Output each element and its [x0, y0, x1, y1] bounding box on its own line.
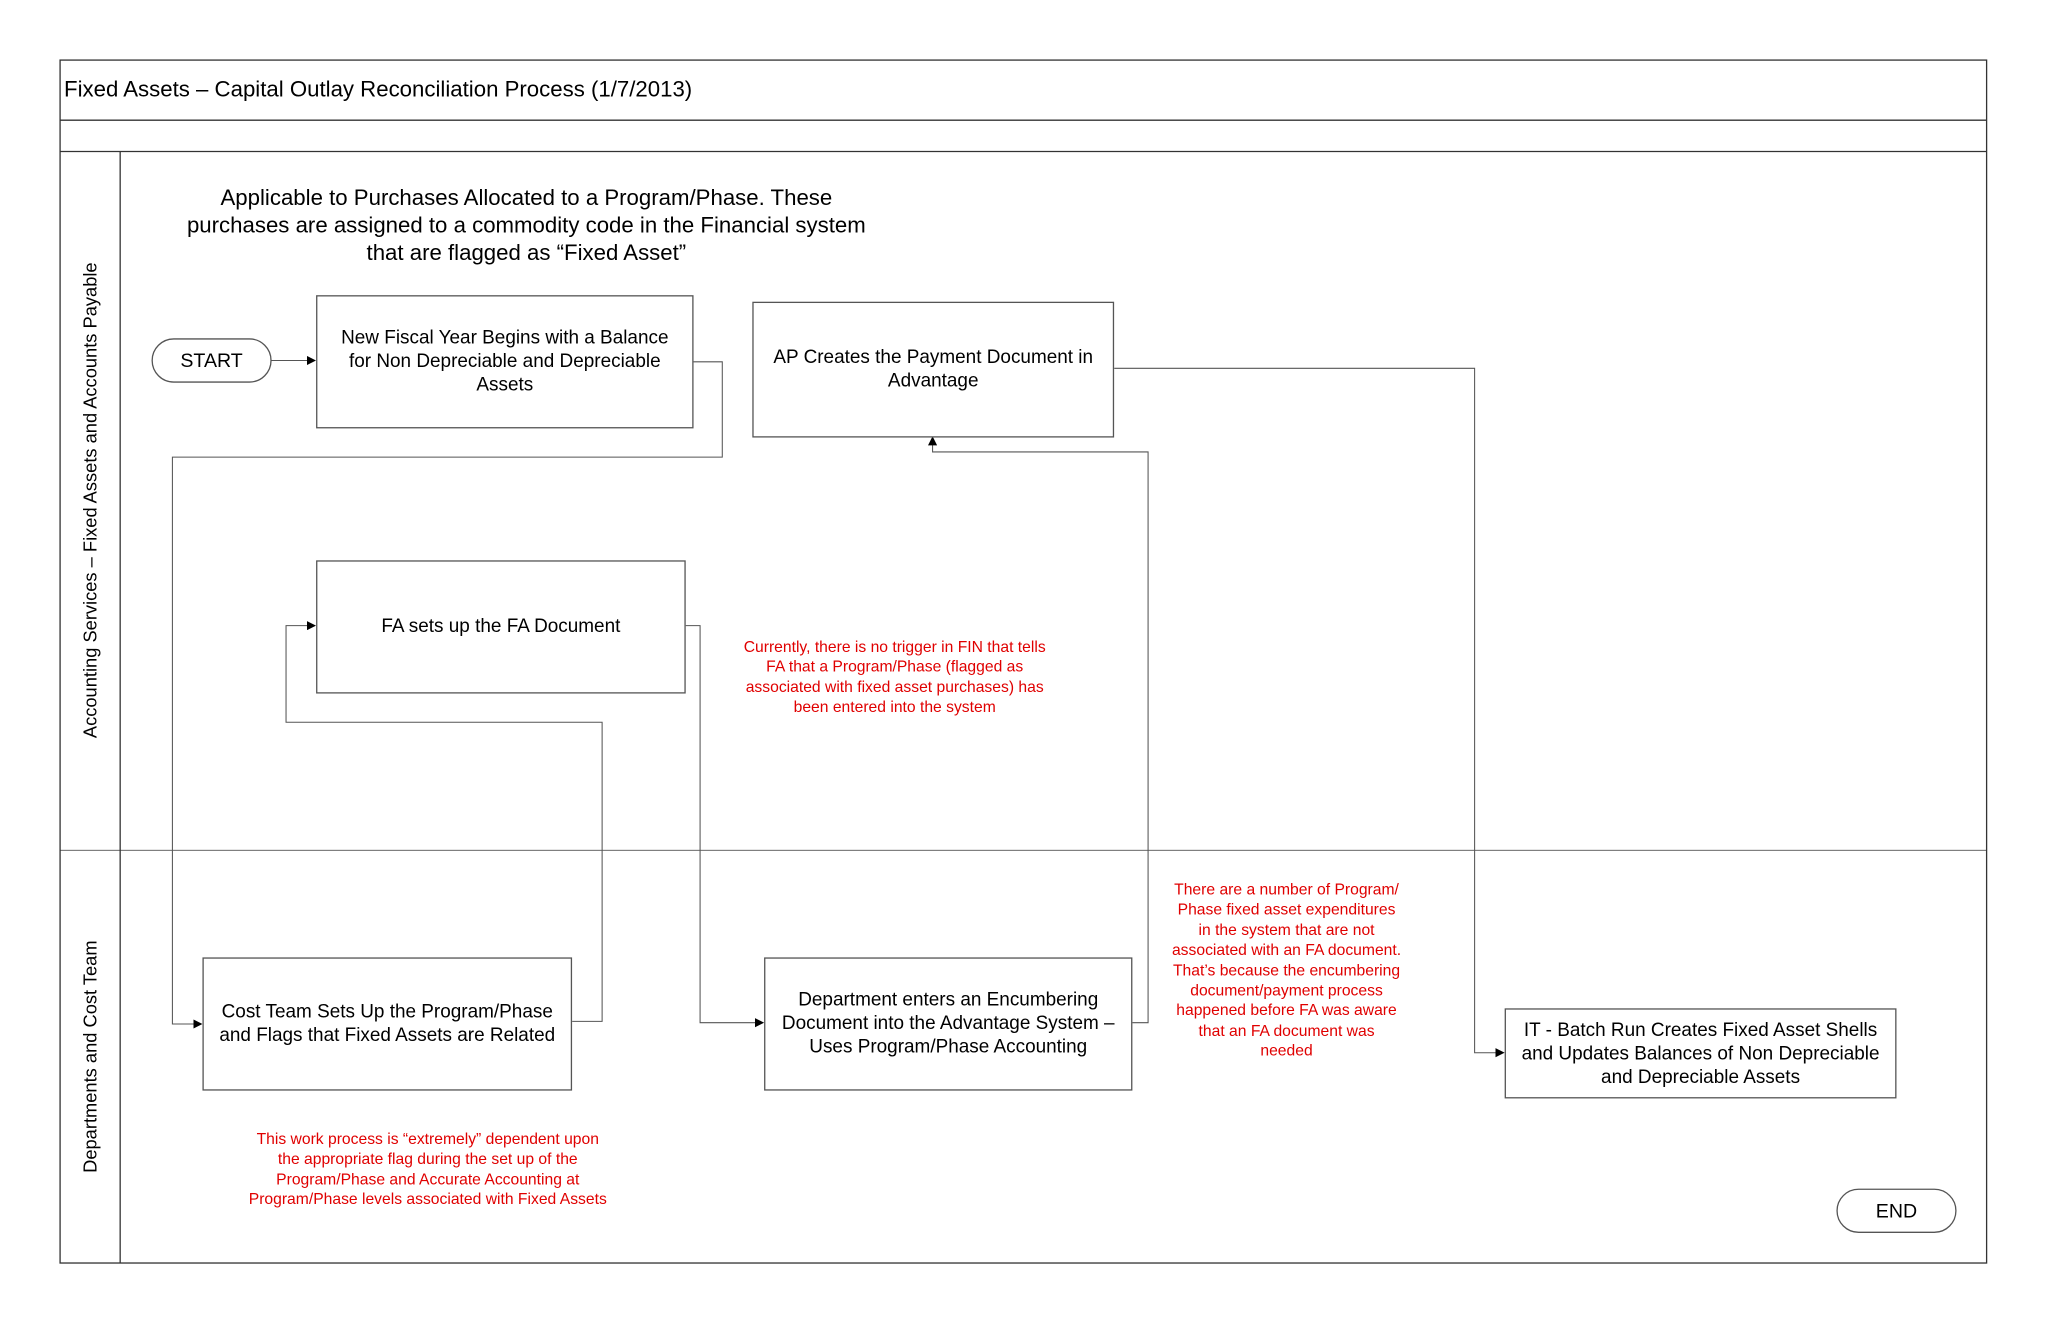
lane-label-accounting: Accounting Services – Fixed Assets and Accounts Payable: [79, 262, 101, 739]
end-terminal: END: [1836, 1189, 1956, 1233]
step-it-batch: IT - Batch Run Creates Fixed Asset Shells and Updates Balances of Non Depreciable and Depreciable Assets: [1505, 1008, 1897, 1098]
note-no-trigger: Currently, there is no trigger in FIN that tells FA that a Program/Phase (flagged as associated with fixed asset purchases) has been entered into the system: [743, 637, 1046, 717]
note-dependency: This work process is “extremely” dependent upon the appropriate flag during the set up of the Program/Phase and Accurate Accounting at Program/Phase levels associated with Fixed Assets: [248, 1129, 607, 1209]
step-department-encumbering: Department enters an Encumbering Document into the Advantage System – Uses Program/Phase Accounting: [764, 957, 1132, 1090]
start-terminal: START: [152, 338, 272, 382]
note-unassociated-expenditures: There are a number of Program/ Phase fixed asset expenditures in the system that are not associated with an FA document. That’s because the encumbering document/payment process happened before FA was aware that an FA document was needed: [1171, 880, 1402, 1060]
connector-department-to-ap-payment: [933, 438, 1149, 1023]
diagram-title: Fixed Assets – Capital Outlay Reconciliation Process (1/7/2013): [63, 77, 693, 102]
lane-label-departments: Departments and Cost Team: [79, 940, 101, 1173]
step-ap-payment: AP Creates the Payment Document in Advantage: [752, 302, 1114, 438]
step-fa-setup: FA sets up the FA Document: [316, 560, 686, 693]
scope-heading: Applicable to Purchases Allocated to a Program/Phase. These purchases are assigned to a commodity code in the Financial system that are flagged as “Fixed Asset”: [186, 185, 866, 266]
step-cost-team: Cost Team Sets Up the Program/Phase and Flags that Fixed Assets are Related: [202, 957, 572, 1090]
step-new-fiscal-year: New Fiscal Year Begins with a Balance for Non Depreciable and Depreciable Assets: [316, 295, 693, 428]
